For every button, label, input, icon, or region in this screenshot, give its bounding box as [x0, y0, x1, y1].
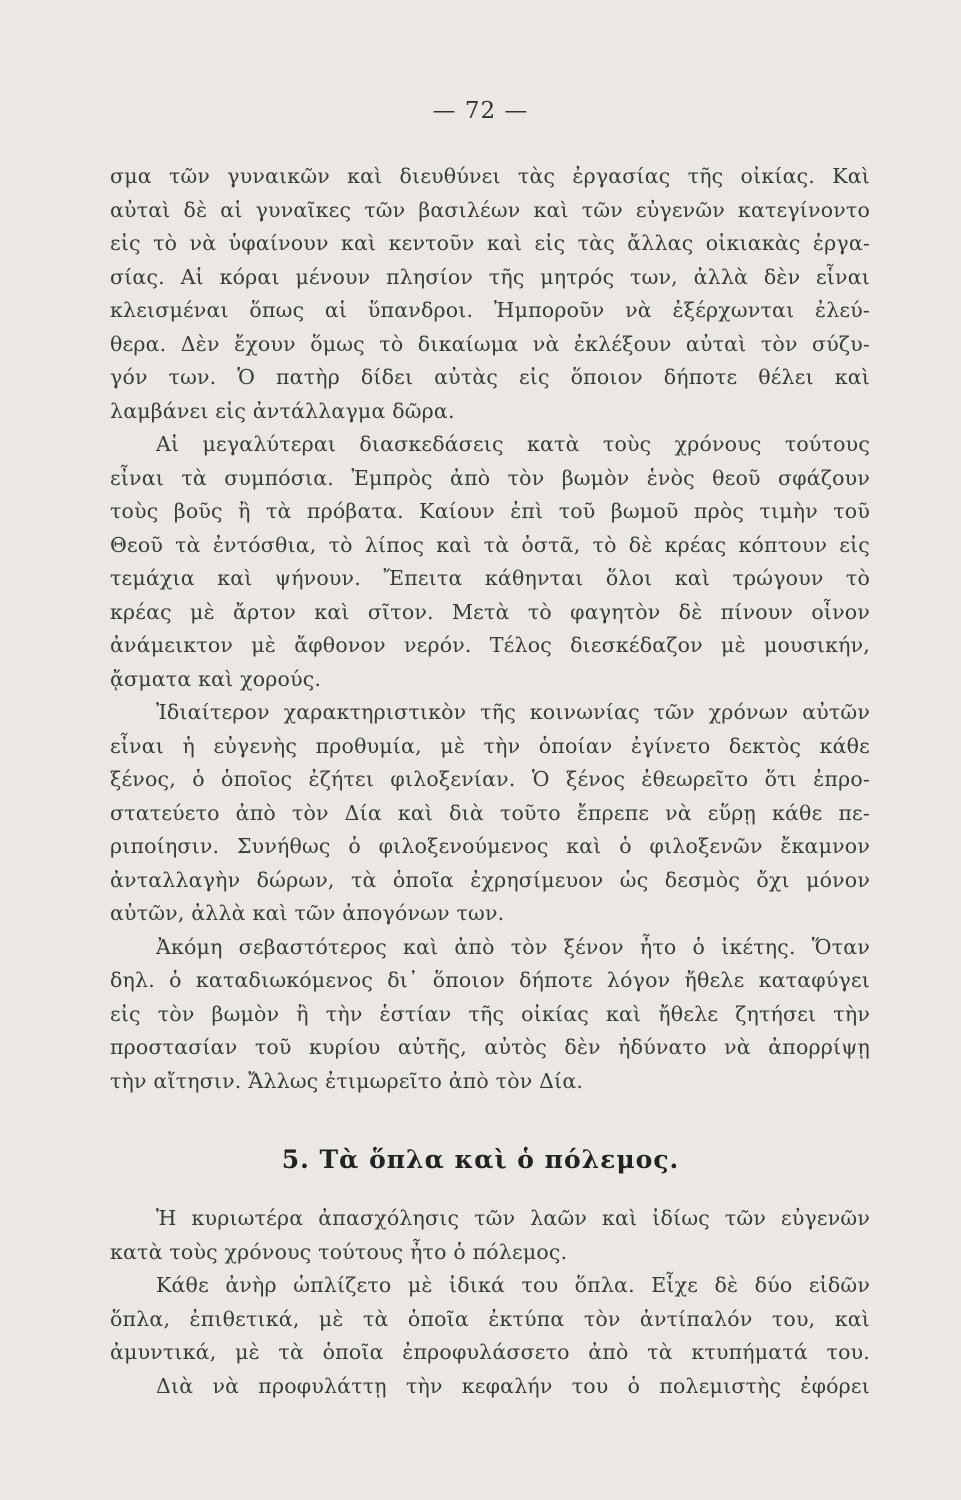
text-line: εἶναι τὰ συμπόσια. Ἐμπρὸς ἀπὸ τὸν βωμὸν ἑνὸς θεοῦ σφάζουν — [110, 465, 870, 490]
text-line: αὐταὶ δὲ αἱ γυναῖκες τῶν βασιλέων καὶ τῶν εὐγενῶν κατεγίνοντο — [110, 197, 870, 222]
text-line: ὅπλα, ἐπιθετικά, μὲ τὰ ὁποῖα ἐκτύπα τὸν ἀντίπαλόν του, καὶ — [110, 1306, 870, 1331]
paragraph-start-line: Κάθε ἀνὴρ ὡπλίζετο μὲ ἰδικά του ὅπλα. Εἶχε δὲ δύο εἰδῶν — [156, 1273, 870, 1297]
text-line: εἶναι ἡ εὐγενὴς προθυμία, μὲ τὴν ὁποίαν ἐγίνετο δεκτὸς κάθε — [110, 733, 870, 758]
text-line: ἀνταλλαγὴν δώρων, τὰ ὁποῖα ἐχρησίμευον ὡς δεσμὸς ὄχι μόνον — [110, 867, 870, 892]
text-line: κλεισμέναι ὅπως αἱ ὕπανδροι. Ἠμποροῦν νὰ ἐξέρχωνται ἐλεύ- — [110, 298, 870, 322]
text-line: κρέας μὲ ἄρτον καὶ σῖτον. Μετὰ τὸ φαγητὸν δὲ πίνουν οἶνον — [110, 599, 870, 624]
text-block-main — [110, 160, 870, 1098]
text-line: σίας. Αἱ κόραι μένουν πλησίον τῆς μητρός των, ἀλλὰ δὲν εἶναι — [110, 264, 870, 289]
paragraph-start-line: Αἱ μεγαλύτεραι διασκεδάσεις κατὰ τοὺς χρόνους τούτους — [156, 432, 870, 456]
text-line: εἰς τὸ νὰ ὑφαίνουν καὶ κεντοῦν καὶ εἰς τὰς ἄλλας οἰκιακὰς ἐργα- — [110, 231, 870, 255]
text-block-section — [110, 1202, 870, 1403]
text-line: ριποίησιν. Συνήθως ὁ φιλοξενούμενος καὶ ὁ φιλοξενῶν ἔκαμνον — [110, 834, 870, 858]
text-line: ἀνάμεικτον μὲ ἄφθονον νερόν. Τέλος διεσκέδαζον μὲ μουσικήν, — [110, 633, 870, 657]
text-line: αὐτῶν, ἀλλὰ καὶ τῶν ἀπογόνων των. — [110, 901, 505, 925]
text-line: εἰς τὸν βωμὸν ἢ τὴν ἑστίαν τῆς οἰκίας καὶ ἤθελε ζητήσει τὴν — [110, 1001, 870, 1026]
text-line: θερα. Δὲν ἔχουν ὅμως τὸ δικαίωμα νὰ ἐκλέξουν αὐταὶ τὸν σύζυ- — [110, 331, 870, 356]
text-line: στατεύετο ἀπὸ τὸν Δία καὶ διὰ τοῦτο ἔπρεπε νὰ εὕρῃ κάθε πε- — [110, 800, 870, 825]
text-line: γόν των. Ὁ πατὴρ δίδει αὐτὰς εἰς ὅποιον δήποτε θέλει καὶ — [110, 365, 870, 389]
text-line: προστασίαν τοῦ κυρίου αὐτῆς, αὐτὸς δὲν ἠδύνατο νὰ ἀπορρίψῃ — [110, 1035, 870, 1059]
paragraph-start-line: Ἡ κυριωτέρα ἀπασχόλησις τῶν λαῶν καὶ ἰδίως τῶν εὐγενῶν — [156, 1206, 870, 1230]
text-line: Θεοῦ τὰ ἐντόσθια, τὸ λίπος καὶ τὰ ὀστᾶ, τὸ δὲ κρέας κόπτουν εἰς — [110, 532, 870, 557]
paragraph-start-line: Ἰδιαίτερον χαρακτηριστικὸν τῆς κοινωνίας τῶν χρόνων αὐτῶν — [156, 700, 870, 724]
text-line: κατὰ τοὺς χρόνους τούτους ἦτο ὁ πόλεμος. — [110, 1239, 568, 1264]
text-line: ξένος, ὁ ὁποῖος ἐζήτει φιλοξενίαν. Ὁ ξένος ἐθεωρεῖτο ὅτι ἐπρο- — [110, 767, 870, 791]
paragraph-start-line: Ἀκόμη σεβαστότερος καὶ ἀπὸ τὸν ξένον ἦτο ὁ ἱκέτης. Ὅταν — [156, 934, 870, 959]
text-line: τὴν αἴτησιν. Ἄλλως ἐτιμωρεῖτο ἀπὸ τὸν Δία. — [110, 1068, 584, 1093]
section-heading: 5. Τὰ ὅπλα καὶ ὁ πόλεμος. — [281, 1145, 680, 1174]
text-line: τοὺς βοῦς ἢ τὰ πρόβατα. Καίουν ἐπὶ τοῦ βωμοῦ πρὸς τιμὴν τοῦ — [110, 499, 870, 523]
paragraph-start-line: Διὰ νὰ προφυλάττῃ τὴν κεφαλήν του ὁ πολεμιστὴς ἐφόρει — [156, 1373, 870, 1398]
text-line: λαμβάνει εἰς ἀντάλλαγμα δῶρα. — [110, 398, 455, 423]
text-line: ἀμυντικά, μὲ τὰ ὁποῖα ἐπροφυλάσσετο ἀπὸ τὰ κτυπήματά του. — [110, 1340, 870, 1364]
text-line: τεμάχια καὶ ψήνουν. Ἔπειτα κάθηνται ὅλοι καὶ τρώγουν τὸ — [110, 566, 870, 590]
text-line: σμα τῶν γυναικῶν καὶ διευθύνει τὰς ἐργασίας τῆς οἰκίας. Καὶ — [110, 164, 870, 188]
page-number: — 72 — — [432, 98, 529, 124]
text-line: ᾄσματα καὶ χορούς. — [110, 666, 322, 691]
text-line: δηλ. ὁ καταδιωκόμενος δι᾽ ὅποιον δήποτε λόγον ἤθελε καταφύγει — [110, 968, 870, 992]
